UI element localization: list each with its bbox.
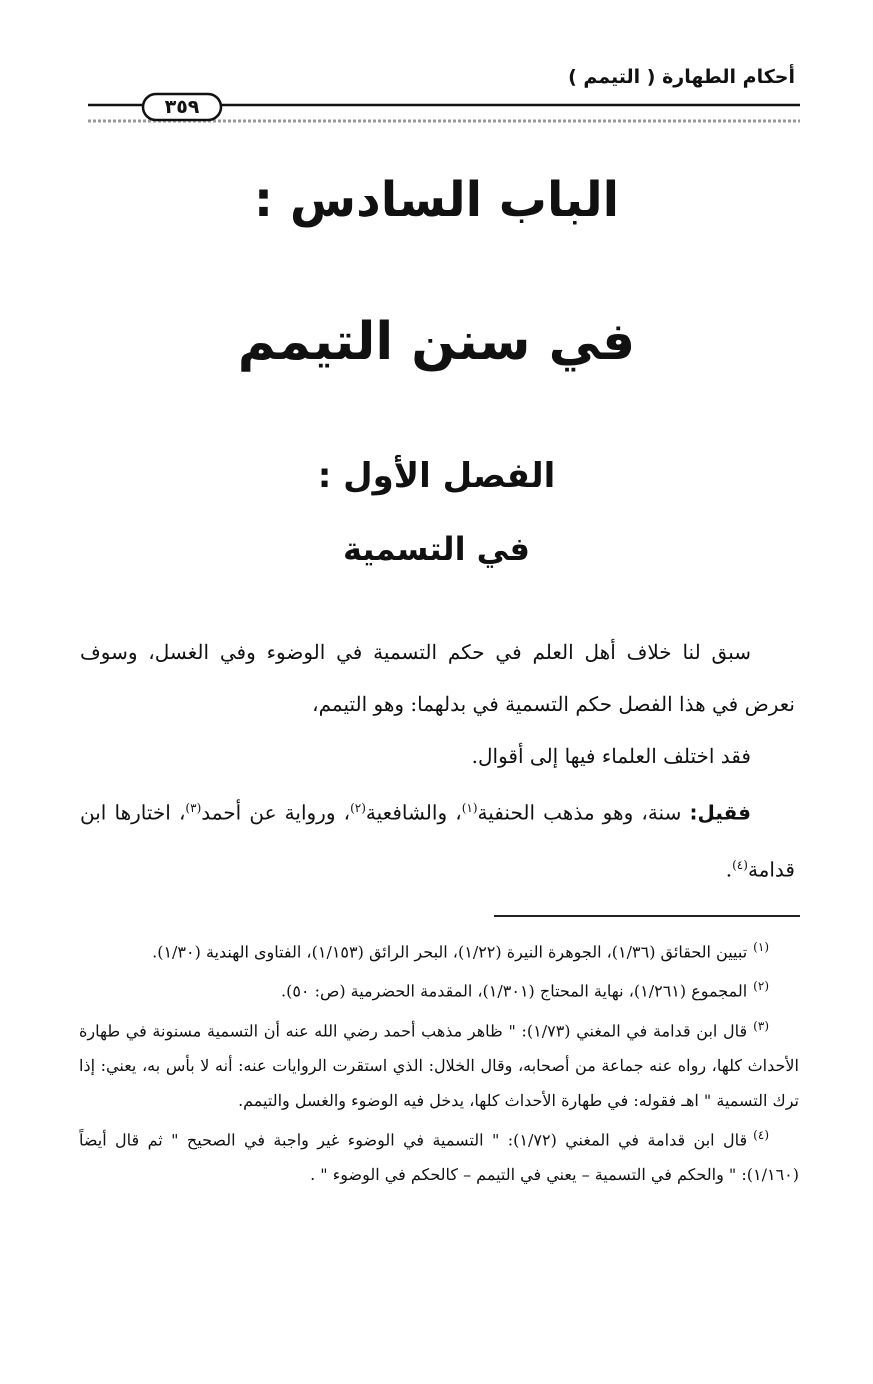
section-title: الفصل الأول :	[317, 456, 556, 496]
chapter-subtitle: في سنن التيمم	[237, 312, 636, 372]
text-run: سنة، وهو مذهب الحنفية	[477, 800, 690, 825]
footnote-ref-3[interactable]: (٣)	[185, 801, 202, 815]
footnote-mark: (٤)	[753, 1127, 769, 1142]
text-run: ، ورواية عن أحمد	[201, 800, 351, 825]
page-number: ٣٥٩	[164, 96, 200, 118]
footnote-text: قال ابن قدامة في المغني (١/٧٣): " ظاهر مذهب أحمد رضي الله عنه أن التسمية مسنونة في طهارة الأحداث كلها، رواه عنه جماعة من أصحابه، وقال الخلال: الذي استقرت الروايات عنه: أنه لا بأس به، يعني: إذا ترك التسمية " اهـ فقوله: في طهارة الأحداث كلها، يدخل فيه الوضوء والغسل والتيمم.	[79, 1020, 799, 1110]
footnote-mark: (٢)	[753, 979, 769, 994]
body-paragraph-3	[80, 782, 795, 895]
text-run: ، والشافعية	[365, 800, 462, 825]
footnote-ref-4[interactable]: (٤)	[732, 857, 748, 872]
footnote-2	[79, 969, 799, 1008]
footnote-separator	[494, 915, 800, 917]
footnotes	[79, 930, 799, 1192]
text-run: .	[725, 857, 733, 882]
section-subtitle: في التسمية	[343, 530, 530, 568]
footnote-text: المجموع (١/٢٦١)، نهاية المحتاج (١/٣٠١)، المقدمة الحضرمية (ص: ٥٠).	[280, 981, 748, 1001]
footnote-ref-1[interactable]: (١)	[461, 801, 478, 815]
body-text	[80, 626, 795, 895]
text-run: ، اختارها ابن قدامة	[80, 800, 795, 882]
body-paragraph-1: سبق لنا خلاف أهل العلم في حكم التسمية في الوضوء وفي الغسل، وسوف نعرض في هذا الفصل حكم التسمية في بدلهما: وهو التيمم،	[80, 640, 795, 716]
footnote-mark: (٣)	[753, 1018, 769, 1033]
running-title: أحكام الطهارة ( التيمم )	[568, 66, 795, 88]
chapter-title: الباب السادس :	[253, 172, 620, 228]
footnote-mark: (١)	[753, 940, 769, 954]
footnote-text: تبيين الحقائق (١/٣٦)، الجوهرة النيرة (١/٢٢)، البحر الرائق (١/١٥٣)، الفتاوى الهندية (١/٣٠).	[152, 942, 748, 962]
footnote-1	[79, 930, 799, 969]
body-paragraph-2: فقد اختلف العلماء فيها إلى أقوال.	[471, 744, 751, 768]
footnote-3	[79, 1009, 799, 1118]
footnote-ref-2[interactable]: (٢)	[350, 801, 366, 815]
footnote-text: قال ابن قدامة في المغني (١/٧٢): " التسمية في الوضوء غير واجبة في الصحيح " ثم قال أيضاً (١/١٦٠): " والحكم في التسمية – يعني في التيمم – كالحكم في الوضوء " .	[79, 1130, 799, 1185]
footnote-4	[79, 1118, 799, 1192]
paragraph-lead: فقيل:	[689, 800, 751, 825]
